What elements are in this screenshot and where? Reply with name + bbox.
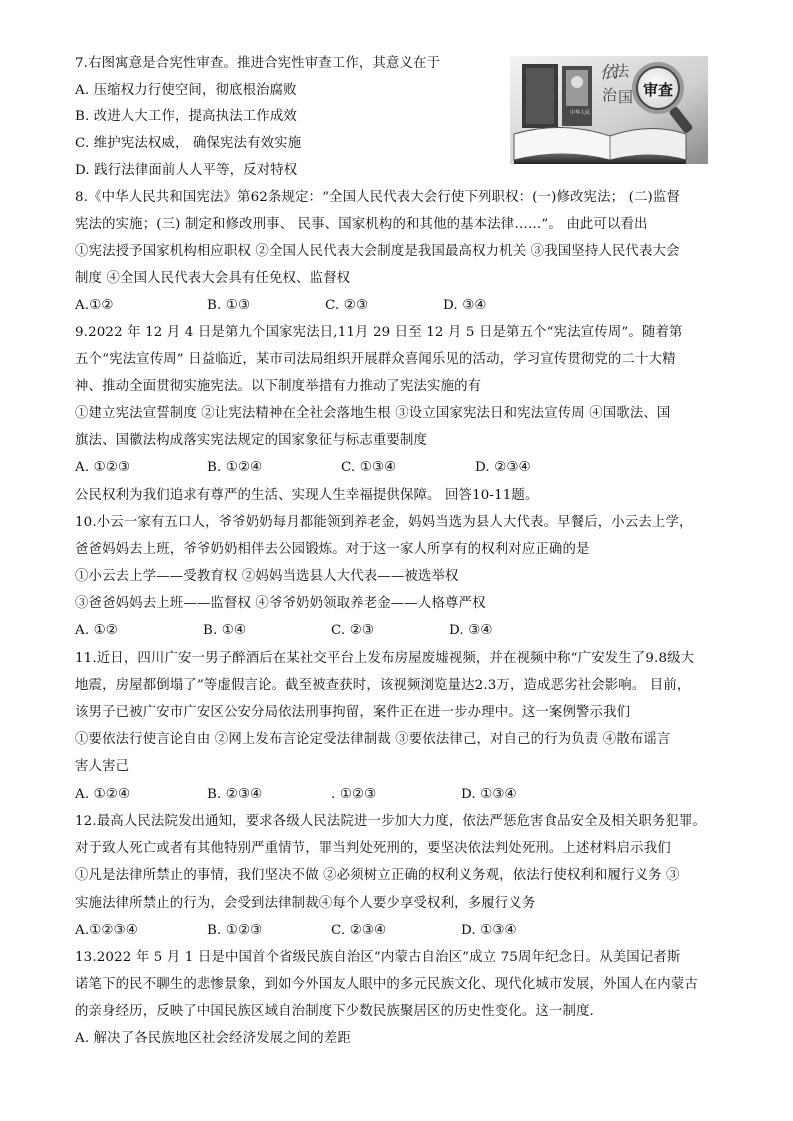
q10-option-a: A. ①② [75,623,118,638]
q10-statements-line-2: ③爸爸妈妈去上班——监督权 ④爷爷奶奶领取养老金——人格尊严权 [75,596,486,611]
q9-stem-line-3: 神、推动全面贯彻实施宪法。以下制度举措有力推动了宪法实施的有 [75,379,482,394]
q11-stem-line-3: 该男子已被广安市广安区公安分局依法刑事拘留，案件正在进一步办理中。这一案例警示我们 [75,705,631,720]
q11-stem-line-2: 地震，房屋都倒塌了”等虚假言论。截至被查获时，该视频浏览量达2.3万，造成恶劣社会影响。 目前， [75,678,691,693]
q11-statements-line-1: ①要依法行使言论自由 ②网上发布言论定受法律制裁 ③要依法律己，对自己的行为负责 ④散布谣言 [75,732,671,747]
q12-option-b: B. ①②③ [207,923,263,938]
q11-option-c: . ①②③ [331,787,377,802]
q8-option-a: A.①② [75,298,114,313]
q9-option-b: B. ①②④ [207,460,263,475]
q7-option-b: B. 改进人大工作，提高执法工作成效 [75,109,297,124]
q11-stem-line-1: 11.近日，四川广安一男子醉酒后在某社交平台上发布房屋废墟视频，并在视频中称“广安发生了9.8级大 [75,651,695,666]
q12-option-a: A.①②③④ [75,923,138,938]
q12-option-c: C. ②③④ [331,923,387,938]
q8-options [75,297,487,315]
q12-stem-line-1: 12.最高人民法院发出通知，要求各级人民法院进一步加大力度，依法严惩危害食品安全及相关职务犯罪。 [75,814,707,829]
q9-stem-line-1: 9.2022 年 12 月 4 日是第九个国家宪法日,11月 29 日至 12 月 5 日是第五个“宪法宣传周”。随着第 [75,325,683,340]
q8-statements-line-1: ①宪法授予国家机构相应职权 ②全国人民代表大会制度是我国最高权力机关 ③我国坚持人民代表大会 [75,244,680,259]
q12-statements-line-1: ①凡是法律所禁止的事情，我们坚决不做 ②必须树立正确的权利义务观，依法行使权利和履行义务 ③ [75,868,680,883]
q8-statements-line-2: 制度 ④全国人民代表大会具有任免权、监督权 [75,271,351,286]
q12-options [75,922,517,940]
q13-stem-line-3: 的亲身经历，反映了中国民族区域自治制度下少数民族聚居区的历史性变化。这一制度. [75,1004,594,1019]
q10-option-d: D. ③④ [449,623,493,638]
q9-option-c: C. ①③④ [341,460,397,475]
q10-stem-line-1: 10.小云一家有五口人，爷爷奶奶每月都能领到养老金，妈妈当选为县人大代表。早餐后，小云去上学， [75,515,693,530]
q9-option-d: D. ②③④ [475,460,531,475]
svg-text:法: 法 [614,62,630,80]
q11-option-a: A. ①②④ [75,787,131,802]
q9-option-a: A. ①②③ [75,460,131,475]
q13-stem-line-2: 诺笔下的民不聊生的悲惨景象，到如今外国友人眼中的多元民族文化、现代化城市发展，外国人在内蒙古 [75,977,698,992]
q10-stem-line-2: 爸爸妈妈去上班，爷爷奶奶相伴去公园锻炼。对于这一家人所享有的权利对应正确的是 [75,542,590,557]
q12-stem-line-2: 对于致人死亡或者有其他特别严重情节，罪当判处死刑的，要坚决依法判处死刑。上述材料启示我们 [75,841,671,856]
q11-option-d: D. ①③④ [461,787,517,802]
q8-stem-line-1: 8.《中华人民共和国宪法》第62条规定：“全国人民代表大会行使下列职权：(一)修改宪法； (二)监督 [75,190,680,205]
q12-option-d: D. ①③④ [461,923,517,938]
q7-option-c: C. 维护宪法权威， 确保宪法有效实施 [75,136,302,151]
constitutional-review-image [510,56,708,164]
q8-option-b: B. ①③ [207,298,251,313]
q13-stem-line-1: 13.2022 年 5 月 1 日是中国首个省级民族自治区“内蒙古自治区”成立 75周年纪念日。从美国记者斯 [75,950,681,965]
q10-11-intro: 公民权利为我们追求有尊严的生活、实现人生幸福提供保障。 回答10-11题。 [75,488,539,503]
q7-option-a: A. 压缩权力行使空间，彻底根治腐败 [75,83,297,98]
q12-statements-line-2: 实施法律所禁止的行为，会受到法律制裁④每个人要少享受权利，多履行义务 [75,896,536,911]
q10-option-b: B. ①④ [203,623,247,638]
q11-statements-line-2: 害人害己 [75,759,130,774]
q10-options [75,622,493,640]
svg-text:中华人民: 中华人民 [570,110,591,116]
q10-statements-line-1: ①小云去上学——受教育权 ②妈妈当选县人大代表——被选举权 [75,569,459,584]
svg-text:国: 国 [618,88,634,106]
q7-stem: 7.右图寓意是合宪性审查。推进合宪性审查工作，其意义在于 [75,56,441,71]
q11-option-b: B. ②③④ [207,787,263,802]
svg-text:依: 依 [600,63,617,83]
q11-options [75,786,517,804]
q9-statements-line-1: ①建立宪法宣誓制度 ②让宪法精神在全社会落地生根 ③设立国家宪法日和宪法宣传周 ④国歌法、国 [75,406,671,421]
q9-statements-line-2: 旗法、国徽法构成落实宪法规定的国家象征与标志重要制度 [75,433,428,448]
q10-option-c: C. ②③ [331,623,375,638]
q13-option-a: A. 解决了各民族地区社会经济发展之间的差距 [75,1031,351,1046]
q7-option-d: D. 践行法律面前人人平等，反对特权 [75,163,298,178]
q9-stem-line-2: 五个“宪法宣传周” 日益临近，某市司法局组织开展群众喜闻乐见的活动，学习宣传贯彻党的二十大精 [75,352,676,367]
q9-options [75,459,531,477]
q8-option-c: C. ②③ [325,298,369,313]
q8-stem-line-2: 宪法的实施；(三) 制定和修改刑事、 民事、国家机构的和其他的基本法律……”。 由此可以看出 [75,217,648,232]
q8-option-d: D. ③④ [443,298,487,313]
svg-text:治: 治 [602,86,618,104]
image-caption: 审查 [643,81,674,99]
